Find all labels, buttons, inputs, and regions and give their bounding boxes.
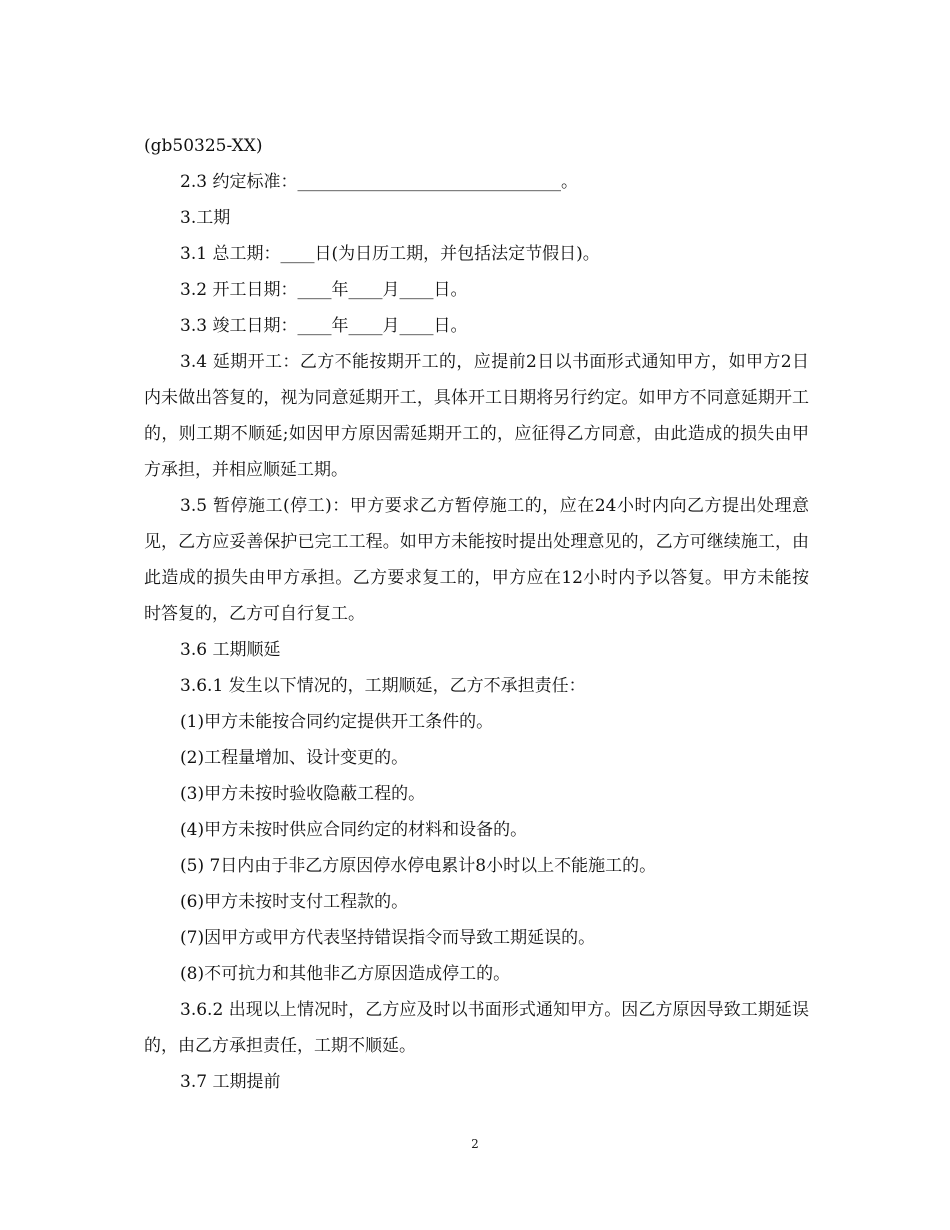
clause-3-6: 3.6 工期顺延 [180, 640, 281, 660]
list-item-1: (1)甲方未能按合同约定提供开工条件的。 [180, 712, 494, 732]
clause-3-5: 3.5 暂停施工(停工)：甲方要求乙方暂停施工的，应在24小时内向乙方提出处理意见，乙方应妥善保护已完工工程。如甲方未能按时提出处理意见的，乙方可继续施工，由此造成的损失由甲方承担。乙方要求复工的，甲方应在12小时内予以答复。甲方未能按时答复的，乙方可自行复工。 [144, 496, 809, 624]
list-item-8: (8)不可抗力和其他非乙方原因造成停工的。 [180, 964, 511, 984]
clause-3-6-1: 3.6.1 发生以下情况的，工期顺延，乙方不承担责任： [180, 676, 586, 696]
clause-3-7: 3.7 工期提前 [180, 1072, 281, 1092]
list-item-2: (2)工程量增加、设计变更的。 [180, 748, 409, 768]
clause-2-3: 2.3 约定标准：_______________________________。 [180, 172, 578, 192]
list-item-3: (3)甲方未按时验收隐蔽工程的。 [180, 784, 426, 804]
clause-3-3: 3.3 竣工日期：____年____月____日。 [180, 316, 468, 336]
clause-3-4: 3.4 延期开工：乙方不能按期开工的，应提前2日以书面形式通知甲方，如甲方2日内未做出答复的，视为同意延期开工，具体开工日期将另行约定。如甲方不同意延期开工的，则工期不顺延;如因甲方原因需延期开工的，应征得乙方同意，由此造成的损失由甲方承担，并相应顺延工期。 [144, 352, 809, 480]
clause-3-6-2: 3.6.2 出现以上情况时，乙方应及时以书面形式通知甲方。因乙方原因导致工期延误的，由乙方承担责任，工期不顺延。 [144, 1000, 809, 1056]
clause-3-1: 3.1 总工期：____日(为日历工期，并包括法定节假日)。 [180, 244, 600, 264]
list-item-5: (5) 7日内由于非乙方原因停水停电累计8小时以上不能施工的。 [180, 856, 657, 876]
clause-3-2: 3.2 开工日期：____年____月____日。 [180, 280, 468, 300]
document-body [144, 128, 809, 1100]
list-item-7: (7)因甲方或甲方代表坚持错误指令而导致工期延误的。 [180, 928, 596, 948]
list-item-4: (4)甲方未按时供应合同约定的材料和设备的。 [180, 820, 528, 840]
page-number: 2 [471, 1137, 479, 1151]
list-item-6: (6)甲方未按时支付工程款的。 [180, 892, 409, 912]
section-heading-3: 3.工期 [180, 208, 231, 228]
standard-reference: (gb50325-XX) [144, 136, 263, 156]
